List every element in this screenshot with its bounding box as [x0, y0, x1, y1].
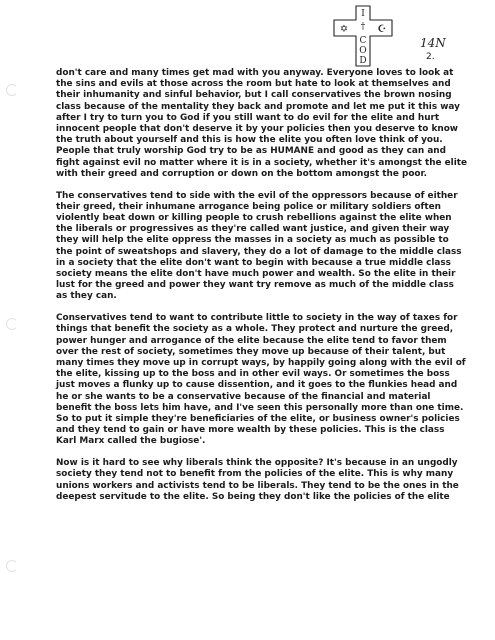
emblem-letter: D: [359, 56, 367, 66]
emblem-letter: I: [361, 9, 365, 19]
text-line: Karl Marx called the bugiose'.: [56, 436, 206, 447]
text-line: in a society that the elite don't want to begin with because a true middle class: [56, 257, 451, 268]
page-number: 2.: [426, 52, 435, 62]
emblem-letter: O: [359, 46, 367, 56]
text-line: the truth about yourself and this is how the elite you often love think of you.: [56, 135, 443, 146]
handwritten-note: 14N: [420, 36, 446, 50]
text-line: power hunger and arrogance of the elite because the elite tend to favor them: [56, 335, 447, 346]
hand-drawn-cross-emblem: [326, 4, 406, 68]
text-line: The conservatives tend to side with the evil of the oppressors because of either: [56, 190, 458, 201]
text-line: the elite, kissing up to the boss and in other evil ways. Or sometimes the boss: [56, 369, 450, 380]
paragraph: [56, 68, 472, 180]
text-line: lust for the greed and power they want try remove as much of the middle class: [56, 280, 454, 291]
paragraph: [56, 458, 472, 503]
text-line: People that truly worship God try to be as HUMANE and good as they can and: [56, 146, 446, 157]
punch-hole-mark: [6, 560, 18, 572]
text-line: over the rest of society, sometimes they move up because of their talent, but: [56, 346, 446, 357]
text-line: class because of the mentality they back and promote and let me put it this way: [56, 101, 460, 112]
text-line: don't care and many times get mad with you anyway. Everyone loves to look at: [56, 68, 454, 78]
emblem-letter: C: [359, 36, 367, 46]
text-line: as they can.: [56, 291, 117, 302]
text-line: many times they move up in corrupt ways, by happily going along with the evil of: [56, 358, 466, 369]
star-of-david-icon: ✡: [339, 24, 349, 35]
text-line: they will help the elite oppress the masses in a society as much as possible to: [56, 235, 449, 246]
text-line: society they tend not to benefit from the policies of the elite. This is why many: [56, 469, 454, 480]
punch-hole-mark: [6, 318, 18, 330]
text-line: just moves a flunky up to cause dissention, and it goes to the flunkies head and: [56, 380, 458, 391]
text-line: he or she wants to be a conservative because of the financial and material: [56, 391, 431, 402]
text-line: the liberals or progressives as they're called want justice, and given their way: [56, 224, 450, 235]
punch-hole-mark: [6, 84, 18, 96]
text-line: benefit the boss lets him have, and I've seen this personally more than one time.: [56, 402, 464, 413]
text-line: and they tend to gain or have more wealth by these policies. This is the class: [56, 425, 445, 436]
text-line: after I try to turn you to God if you still want to do evil for the elite and hurt: [56, 112, 440, 123]
text-line: Now is it hard to see why liberals think the opposite? It's because in an ungodly: [56, 458, 458, 469]
emblem-letter: †: [360, 22, 366, 32]
text-line: deepest servitude to the elite. So being they don't like the policies of the elite: [56, 491, 450, 502]
text-line: fight against evil no matter where it is in a society, whether it's amongst the elite: [56, 157, 468, 168]
text-line: things that benefit the society as a whole. They protect and nurture the greed,: [56, 324, 454, 335]
text-line: innocent people that don't deserve it by your policies then you deserve to know: [56, 124, 458, 135]
paragraph: [56, 313, 472, 447]
text-line: Conservatives tend to want to contribute little to society in the way of taxes for: [56, 313, 458, 324]
text-line: society means the elite don't have much power and wealth. So the elite in their: [56, 269, 456, 280]
text-line: violently beat down or killing people to crush rebellions against the elite when: [56, 213, 452, 224]
text-line: the point of sweatshops and slavery, they do a lot of damage to the middle class: [56, 246, 462, 257]
paragraph: [56, 191, 472, 303]
text-line: their greed, their inhumane arrogance being police or military soldiers often: [56, 201, 441, 212]
text-line: their inhumanity and sinful behavior, but I call conservatives the brown nosing: [56, 90, 452, 101]
text-line: the sins and evils at those across the room but hate to look at themselves and: [56, 79, 451, 90]
crescent-icon: ☪: [377, 24, 387, 35]
text-line: with their greed and corruption or down on the bottom amongst the poor.: [56, 168, 427, 179]
document-body: [56, 68, 472, 514]
text-line: So to put it simple they're beneficiaries of the elite, or business owner's policies: [56, 414, 460, 425]
text-line: unions workers and activists tend to be liberals. They tend to be the ones in the: [56, 480, 459, 491]
